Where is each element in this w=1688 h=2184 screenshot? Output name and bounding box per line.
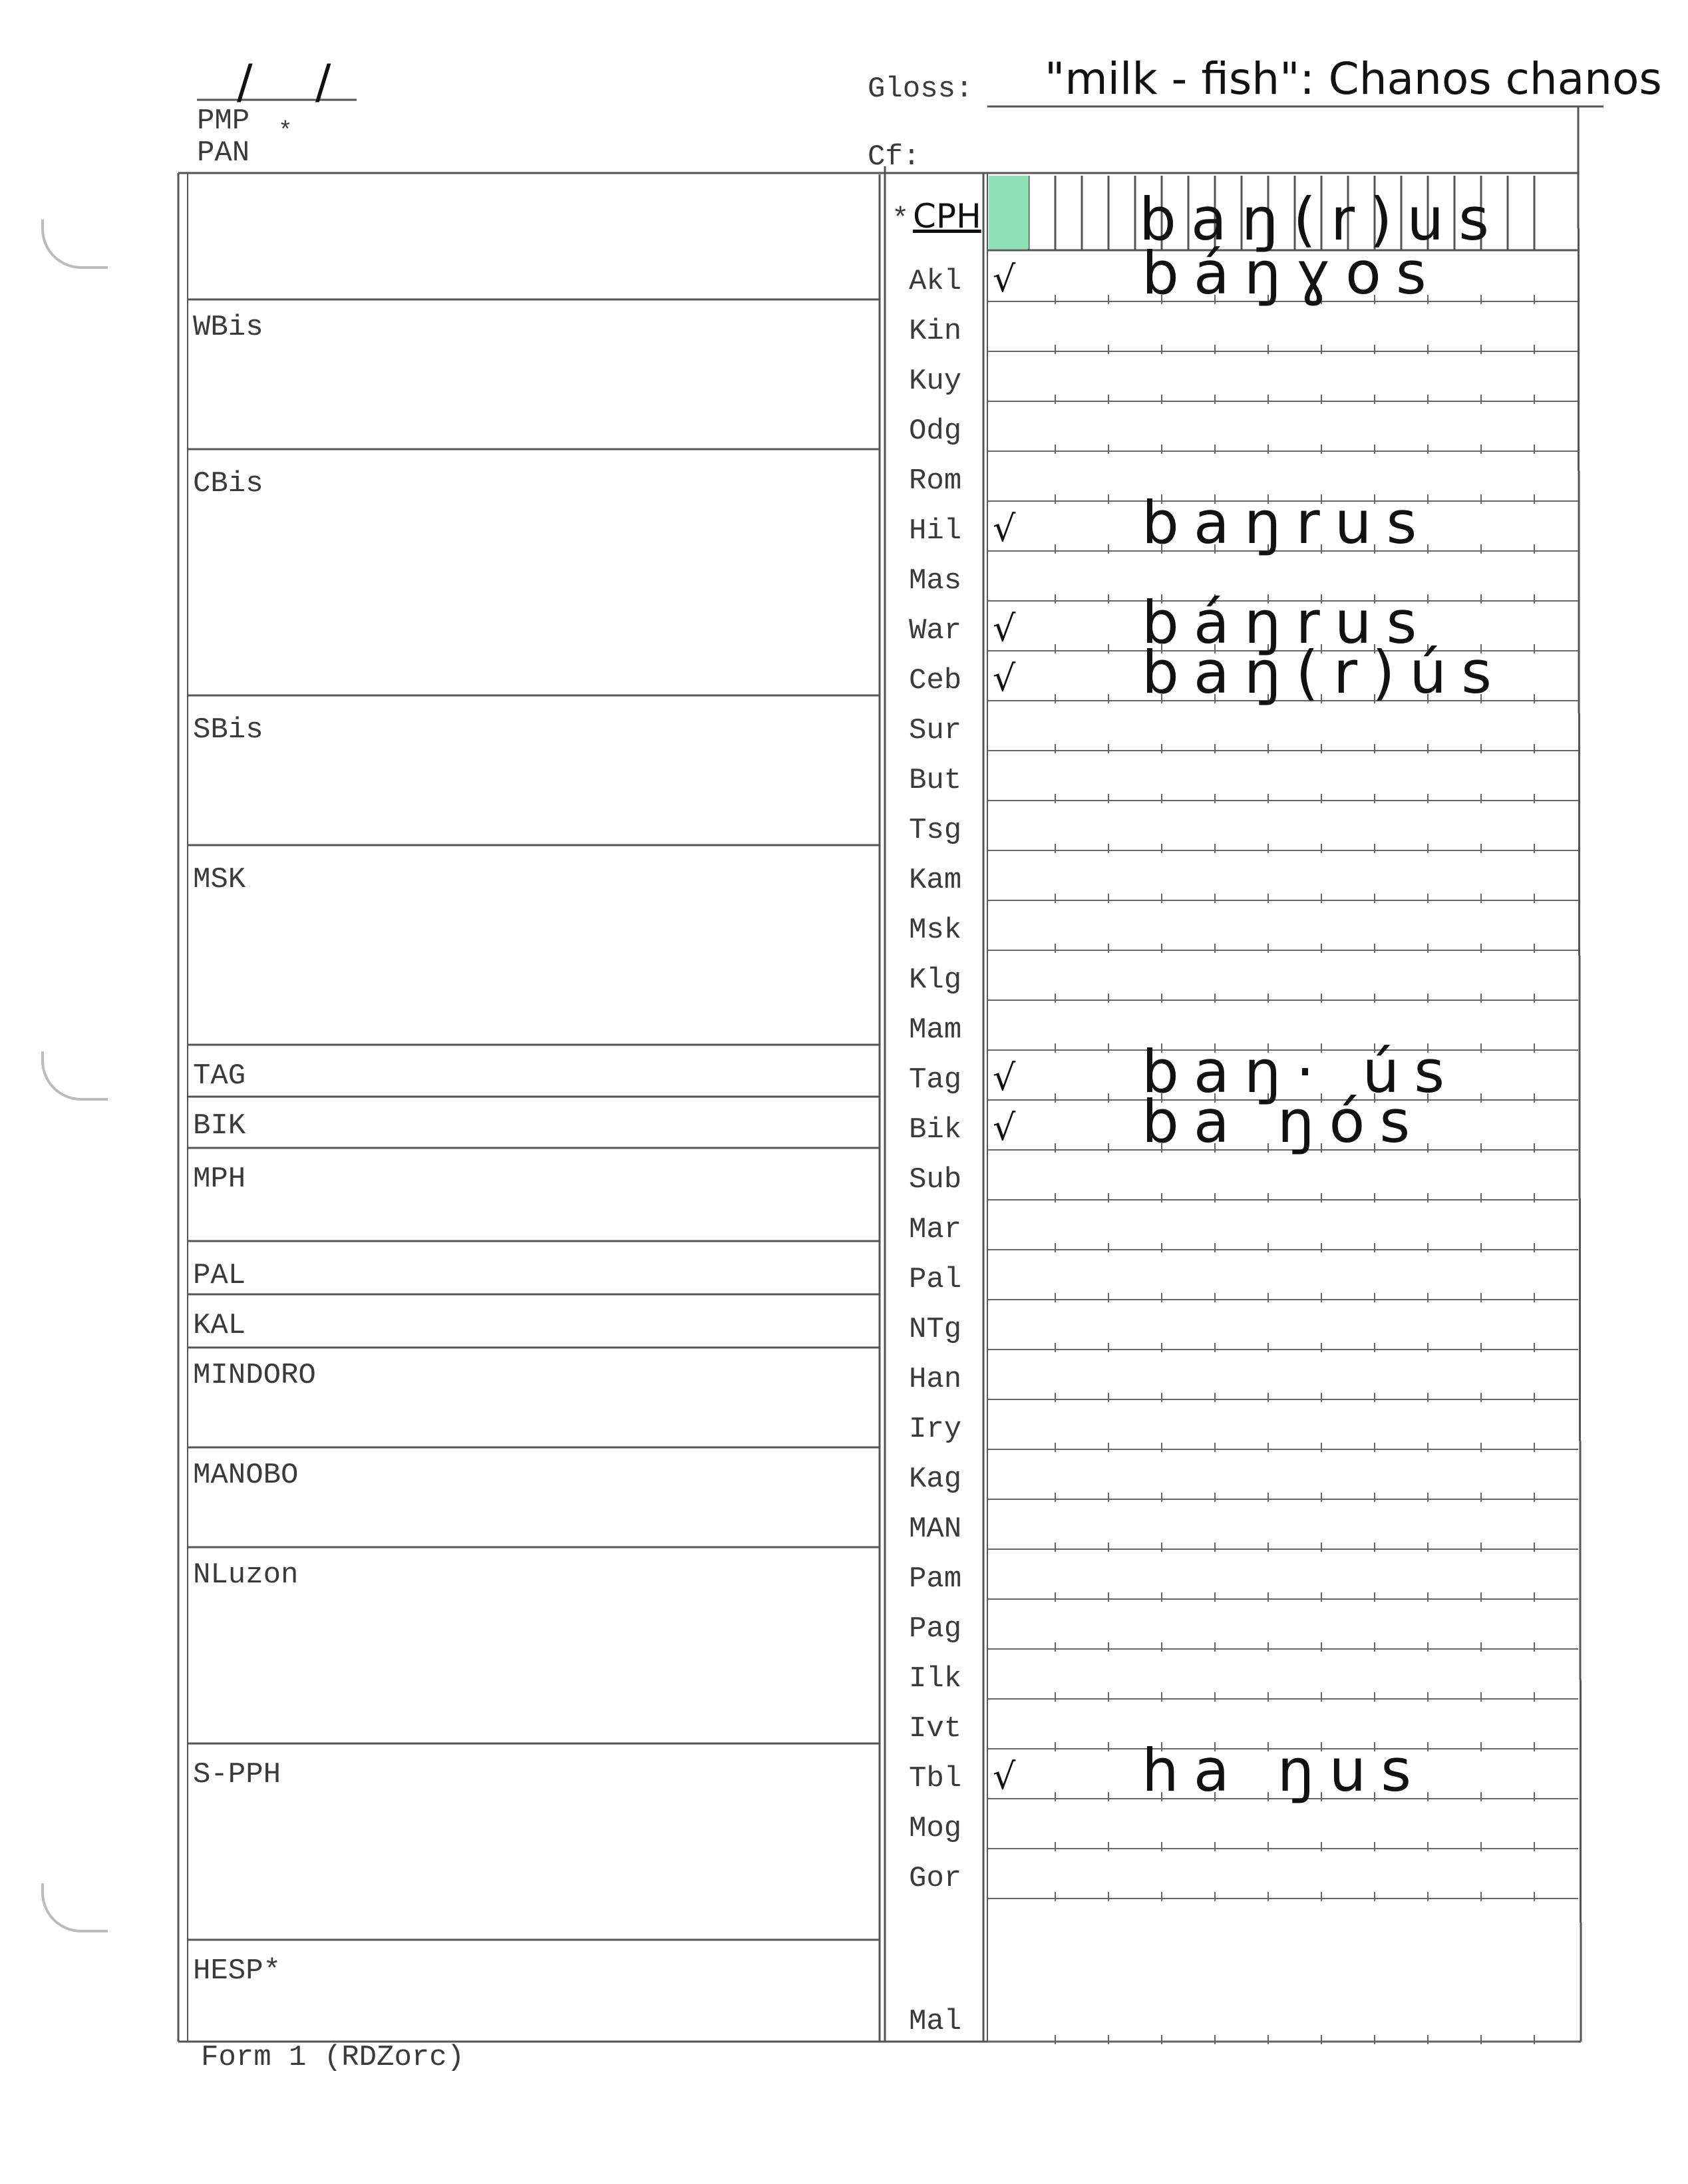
pan-asterisk: * (278, 118, 293, 145)
check-mark: √ (993, 608, 1016, 649)
language-code: Han (909, 1363, 962, 1396)
reflex-form: báŋɣos (1142, 239, 1441, 307)
reflex-form: baŋ(r)ús (1142, 638, 1507, 707)
language-code: Klg (909, 964, 962, 997)
language-code: Tag (909, 1063, 962, 1097)
reflex-form: baŋrus (1142, 488, 1432, 557)
group-label: KAL (193, 1309, 246, 1342)
pan-label: PAN (197, 136, 250, 170)
reflex-form: ha ŋus (1142, 1736, 1427, 1805)
check-mark: √ (993, 657, 1016, 699)
reflex-form: báŋrus (1142, 588, 1432, 657)
language-code: Tbl (909, 1762, 962, 1795)
language-code: Mas (909, 564, 962, 598)
language-code: Kin (909, 315, 962, 348)
language-code: Gor (909, 1862, 962, 1895)
language-code: Pag (909, 1612, 962, 1646)
reflex-form: baŋ· ús (1142, 1037, 1460, 1106)
language-code: Mog (909, 1812, 962, 1845)
group-label: NLuzon (193, 1558, 299, 1592)
cph-label: CPH (913, 197, 981, 236)
language-code: Mal (909, 2005, 962, 2038)
language-code: Kam (909, 864, 962, 897)
language-code: But (909, 764, 962, 797)
language-code: Bik (909, 1113, 962, 1147)
group-label: MSK (193, 863, 246, 896)
group-label: TAG (193, 1059, 246, 1093)
language-code: War (909, 614, 962, 647)
group-label: BIK (193, 1109, 246, 1143)
language-code: Pam (909, 1562, 962, 1596)
reflex-form: ba ŋós (1142, 1087, 1425, 1156)
cf-label: Cf: (868, 140, 921, 174)
language-code: Kag (909, 1463, 962, 1496)
language-code: Msk (909, 914, 962, 947)
gloss-label: Gloss: (868, 73, 973, 106)
group-label: WBis (193, 311, 263, 344)
group-label: MANOBO (193, 1459, 299, 1492)
language-code: MAN (909, 1513, 962, 1546)
pmp-label: PMP (197, 104, 250, 138)
group-label: PAL (193, 1259, 246, 1292)
language-code: Akl (909, 265, 962, 298)
language-code: Ivt (909, 1712, 962, 1745)
check-mark: √ (993, 1057, 1016, 1099)
language-code: Iry (909, 1413, 962, 1446)
language-code: Ceb (909, 664, 962, 697)
group-label: S-PPH (193, 1758, 281, 1791)
check-mark: √ (993, 508, 1016, 550)
language-code: Rom (909, 464, 962, 498)
cph-highlight (989, 176, 1029, 249)
language-code: Pal (909, 1263, 962, 1296)
language-code: Kuy (909, 365, 962, 398)
language-code: Sur (909, 714, 962, 747)
date-marks: / / (237, 55, 355, 109)
gloss-value: "milk - fish": Chanos chanos (1045, 53, 1662, 104)
cph-asterisk: * (892, 203, 910, 236)
language-code: Ilk (909, 1662, 962, 1696)
check-mark: √ (993, 258, 1016, 300)
language-code: Mam (909, 1013, 962, 1047)
form-footer: Form 1 (RDZorc) (201, 2041, 465, 2074)
group-label: SBis (193, 713, 263, 747)
language-code: NTg (909, 1313, 962, 1346)
cph-form: baŋ(r)us (1139, 185, 1504, 254)
check-mark: √ (993, 1755, 1016, 1797)
language-code: Sub (909, 1163, 962, 1196)
group-label: HESP* (193, 1954, 281, 1988)
language-code: Odg (909, 415, 962, 448)
language-code: Mar (909, 1213, 962, 1246)
group-label: MPH (193, 1163, 246, 1196)
group-label: MINDORO (193, 1359, 316, 1392)
group-label: CBis (193, 467, 263, 500)
language-code: Tsg (909, 814, 962, 847)
check-mark: √ (993, 1107, 1016, 1149)
language-code: Hil (909, 514, 962, 548)
